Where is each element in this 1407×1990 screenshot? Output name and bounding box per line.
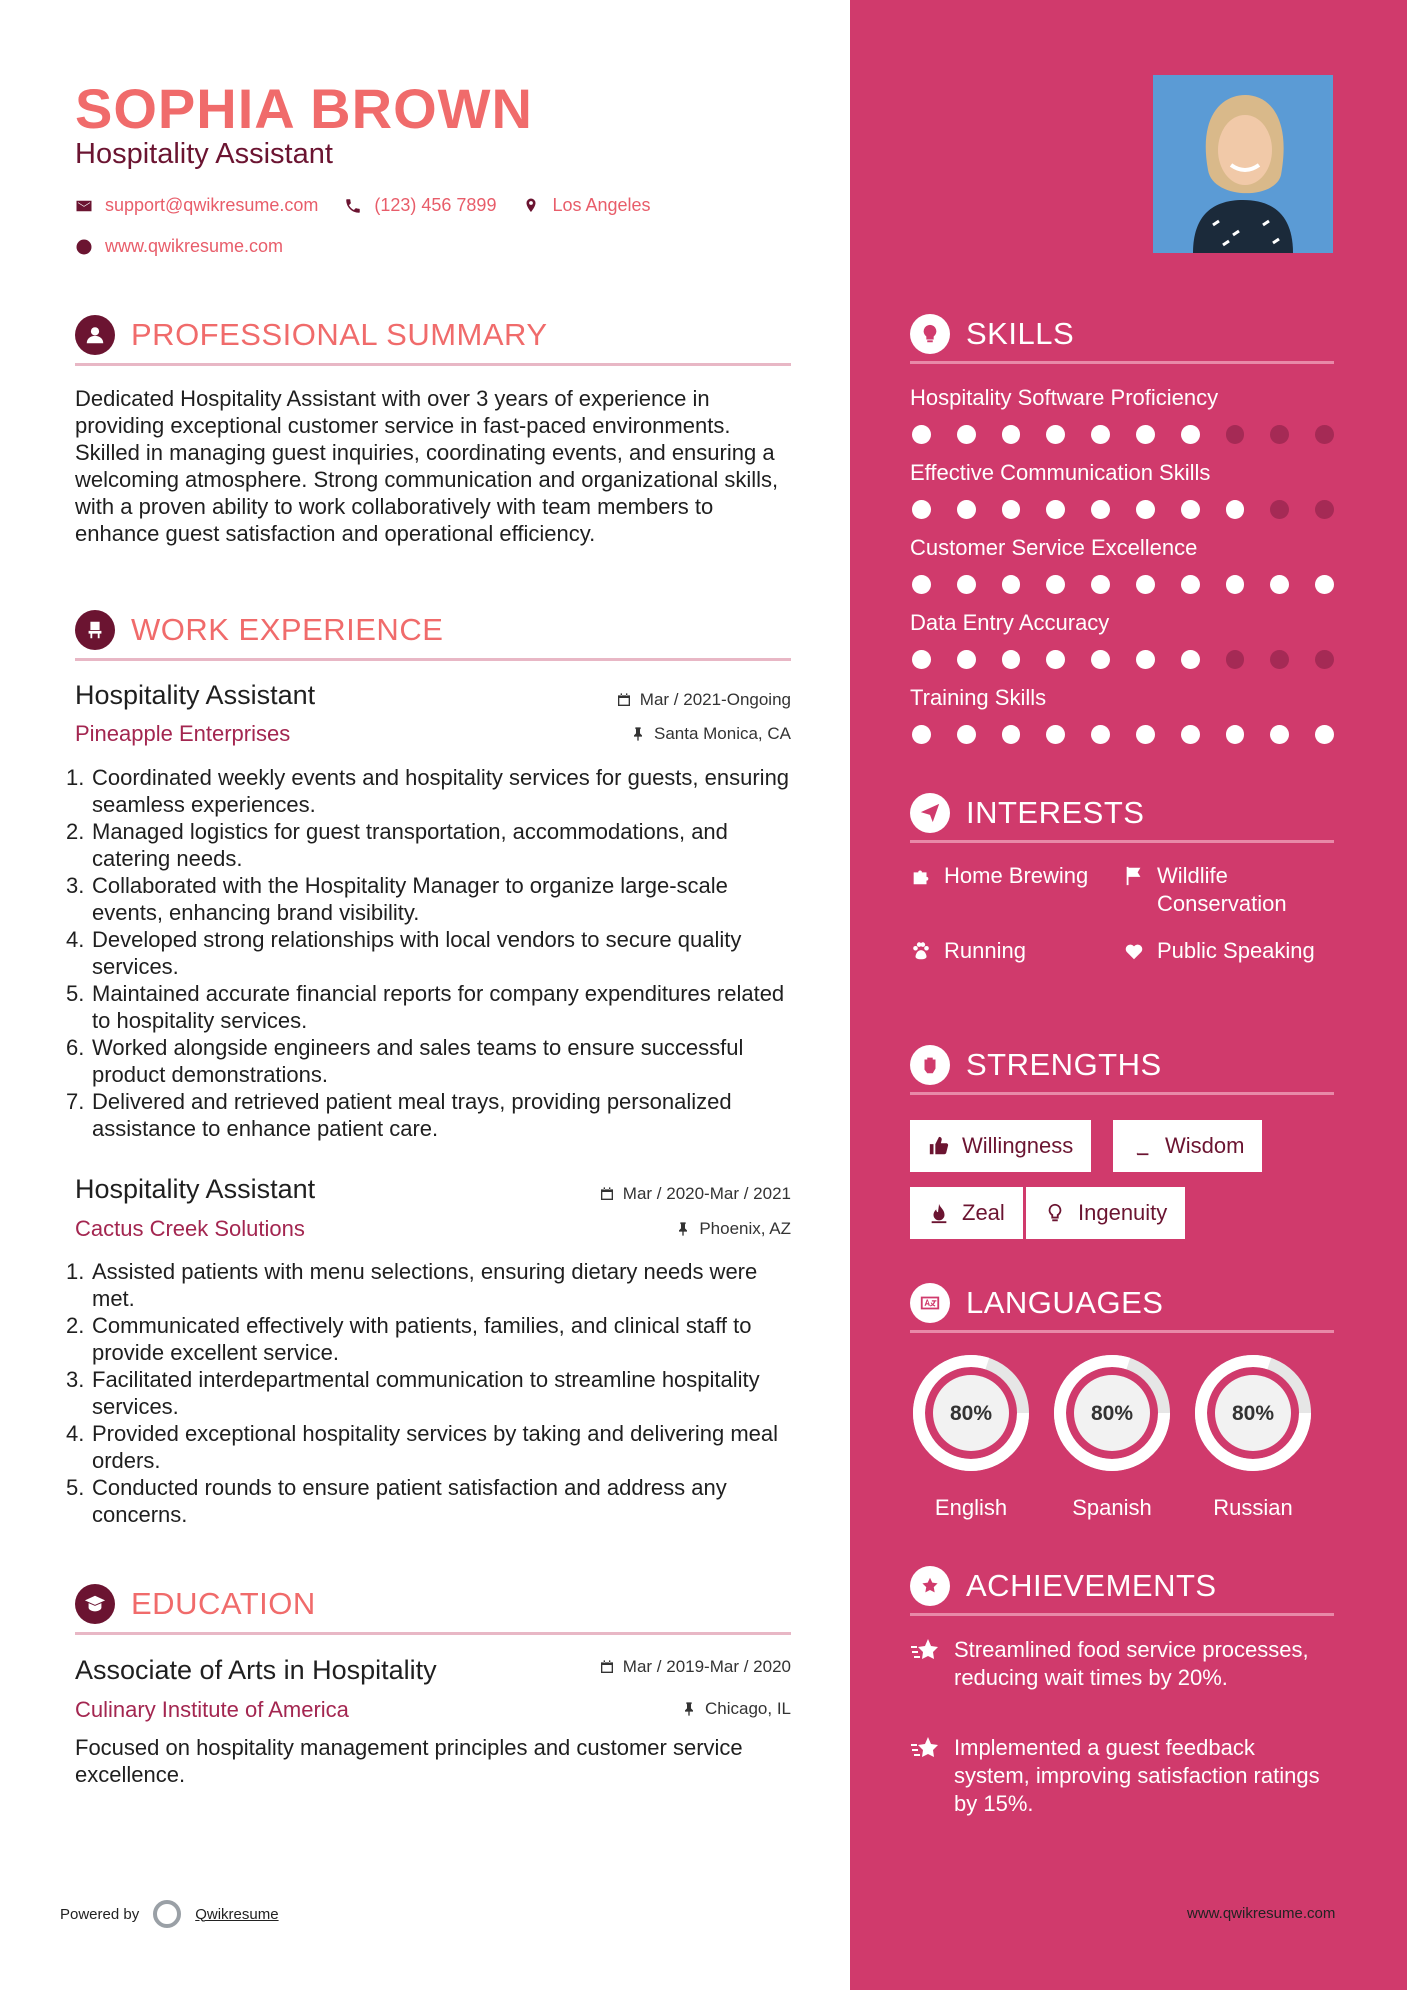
list-item: 1. Coordinated weekly events and hospitality services for guests, ensuring seamless experiences. xyxy=(66,765,790,817)
skill-rating xyxy=(910,725,1334,744)
rating-dot xyxy=(1270,725,1289,744)
language-item xyxy=(1192,1352,1314,1521)
achievement-item: Streamlined food service processes, reducing wait times by 20%. xyxy=(910,1636,1334,1692)
strengths-heading-label: STRENGTHS xyxy=(966,1046,1162,1082)
job-1-company: Pineapple Enterprises xyxy=(75,721,291,746)
job-1-bullets xyxy=(66,764,796,1142)
education-heading-label: EDUCATION xyxy=(131,1585,316,1621)
calendar-icon xyxy=(616,692,632,708)
rating-dot xyxy=(1270,650,1289,669)
star-icon xyxy=(910,1638,940,1664)
star-medal-icon xyxy=(910,1566,950,1606)
website-link[interactable]: www.qwikresume.com xyxy=(105,236,284,256)
rating-dot xyxy=(1270,575,1289,594)
strength-badge: Willingness xyxy=(910,1120,1091,1172)
rating-dot xyxy=(1315,425,1334,444)
rating-dot xyxy=(1315,500,1334,519)
rating-dot xyxy=(1136,500,1155,519)
footer-site-link[interactable]: www.qwikresume.com xyxy=(1187,1905,1336,1922)
skill-name: Customer Service Excellence xyxy=(910,535,1198,560)
flag-icon xyxy=(1123,865,1145,887)
language-item xyxy=(910,1352,1032,1521)
lightbulb-icon xyxy=(1044,1202,1066,1224)
job-2-location xyxy=(675,1219,791,1239)
candidate-title: Hospitality Assistant xyxy=(75,138,333,170)
skill-rating xyxy=(910,575,1334,594)
list-item: 2. Managed logistics for guest transportation, accommodations, and catering needs. xyxy=(66,819,728,871)
rating-dot xyxy=(1091,500,1110,519)
job-1-title: Hospitality Assistant xyxy=(75,680,316,710)
rating-dot xyxy=(1002,725,1021,744)
rating-dot xyxy=(957,650,976,669)
summary-text: Dedicated Hospitality Assistant with over 3 years of experience in providing exceptional customer service in fast-paced environments. Skilled in managing guest inquiries, coordinating events, and ensuring a welcoming atmosphere. Strong communication and organizational skills, with a proven ability to work collaboratively with team members to enhance guest satisfaction and operational efficiency. xyxy=(75,386,779,546)
rating-dot xyxy=(1181,500,1200,519)
rating-dot xyxy=(1226,650,1245,669)
interest-item: Running xyxy=(910,937,1110,965)
rating-dot xyxy=(1315,575,1334,594)
powered-by-label: Powered by xyxy=(60,1905,140,1923)
rating-dot xyxy=(1270,425,1289,444)
pin-icon xyxy=(630,726,646,742)
rating-dot xyxy=(1046,725,1065,744)
rating-dot xyxy=(1226,500,1245,519)
job-2-company: Cactus Creek Solutions xyxy=(75,1216,305,1241)
rating-dot xyxy=(1091,425,1110,444)
rating-dot xyxy=(1091,575,1110,594)
language-percent: 80% xyxy=(949,1402,993,1425)
phone-icon xyxy=(344,197,362,215)
language-name: English xyxy=(934,1495,1008,1520)
rating-dot xyxy=(1226,575,1245,594)
skill-item xyxy=(910,535,1334,594)
qwikresume-logo-icon xyxy=(153,1900,181,1928)
language-icon xyxy=(910,1283,950,1323)
education-text: Focused on hospitality management principles and customer service excellence. xyxy=(75,1735,743,1787)
job-1-location-text: Santa Monica, CA xyxy=(653,724,791,743)
strengths-heading xyxy=(910,1037,1334,1095)
interests-heading xyxy=(910,785,1334,843)
job-2-dates-text: Mar / 2020-Mar / 2021 xyxy=(622,1184,791,1203)
rating-dot xyxy=(1046,425,1065,444)
paper-plane-icon xyxy=(910,793,950,833)
strength-badge: Ingenuity xyxy=(1026,1187,1185,1239)
education-location-text: Chicago, IL xyxy=(705,1699,791,1718)
summary-heading xyxy=(75,306,791,366)
sidebar xyxy=(850,0,1407,1990)
summary-heading-label: PROFESSIONAL SUMMARY xyxy=(131,316,548,352)
rating-dot xyxy=(1181,425,1200,444)
job-1-location xyxy=(630,724,791,744)
list-item: 5. Conducted rounds to ensure patient satisfaction and address any concerns. xyxy=(66,1475,727,1527)
degree-title: Associate of Arts in Hospitality xyxy=(75,1655,437,1685)
fist-icon xyxy=(910,1045,950,1085)
footer-powered-by xyxy=(60,1900,279,1928)
graduation-icon xyxy=(75,1584,115,1624)
rating-dot xyxy=(1181,575,1200,594)
rating-dot xyxy=(1315,650,1334,669)
strength-badge: Wisdom xyxy=(1113,1120,1262,1172)
skill-item xyxy=(910,460,1334,519)
candidate-name: SOPHIA BROWN xyxy=(75,77,533,140)
education-dates-text: Mar / 2019-Mar / 2020 xyxy=(622,1657,791,1676)
phone-text: (123) 456 7899 xyxy=(374,195,497,215)
rating-dot xyxy=(912,725,931,744)
rating-dot xyxy=(1136,425,1155,444)
chair-icon xyxy=(75,610,115,650)
language-ring xyxy=(1051,1352,1173,1474)
rating-dot xyxy=(1181,650,1200,669)
pin-icon xyxy=(681,1701,697,1717)
strength-badge: Zeal xyxy=(910,1187,1023,1239)
list-item: 6. Worked alongside engineers and sales teams to ensure successful product demonstrations. xyxy=(66,1035,744,1087)
list-item: 1. Assisted patients with menu selections, ensuring dietary needs were met. xyxy=(66,1259,758,1311)
rating-dot xyxy=(1226,725,1245,744)
location-text: Los Angeles xyxy=(552,195,651,215)
language-percent: 80% xyxy=(1231,1402,1275,1425)
skills-heading xyxy=(910,306,1334,364)
rating-dot xyxy=(1091,650,1110,669)
flame-icon xyxy=(928,1202,950,1224)
user-icon xyxy=(75,315,115,355)
rating-dot xyxy=(1046,500,1065,519)
skill-rating xyxy=(910,500,1334,519)
contact-row xyxy=(75,195,651,216)
skill-item xyxy=(910,610,1334,669)
language-ring xyxy=(910,1352,1032,1474)
rating-dot xyxy=(957,725,976,744)
interest-item: Home Brewing xyxy=(910,862,1110,890)
achievements-heading-label: ACHIEVEMENTS xyxy=(966,1567,1217,1603)
skill-item xyxy=(910,385,1334,444)
rating-dot xyxy=(1046,575,1065,594)
list-item: 5. Maintained accurate financial reports for company expenditures related to hospitality services. xyxy=(66,981,785,1033)
language-item xyxy=(1051,1352,1173,1521)
experience-heading-label: WORK EXPERIENCE xyxy=(131,611,444,647)
lightbulb-icon xyxy=(910,314,950,354)
education-location xyxy=(681,1699,791,1719)
skill-name: Hospitality Software Proficiency xyxy=(910,385,1219,410)
list-item: 4. Developed strong relationships with local vendors to secure quality services. xyxy=(66,927,742,979)
rating-dot xyxy=(912,425,931,444)
puzzle-icon xyxy=(910,865,932,887)
job-1-dates xyxy=(616,690,791,710)
thumbs-up-icon xyxy=(928,1135,950,1157)
email-link[interactable]: support@qwikresume.com xyxy=(105,195,319,215)
list-item: 2. Communicated effectively with patients, families, and clinical staff to provide excellent service. xyxy=(66,1313,752,1365)
pin-icon xyxy=(675,1221,691,1237)
language-name: Spanish xyxy=(1072,1495,1152,1520)
list-item: 7. Delivered and retrieved patient meal trays, providing personalized assistance to enhance patient care. xyxy=(66,1089,732,1141)
globe-icon xyxy=(75,238,93,256)
rating-dot xyxy=(1136,650,1155,669)
achievement-item: Implemented a guest feedback system, improving satisfaction ratings by 15%. xyxy=(910,1734,1334,1818)
list-item: 3. Collaborated with the Hospitality Manager to organize large-scale events, enhancing brand visibility. xyxy=(66,873,728,925)
job-2-bullets xyxy=(66,1258,796,1528)
school-name: Culinary Institute of America xyxy=(75,1697,349,1722)
achievements-heading xyxy=(910,1558,1334,1616)
website-row xyxy=(75,236,283,257)
skill-item xyxy=(910,685,1334,744)
rating-dot xyxy=(1002,650,1021,669)
rating-dot xyxy=(912,500,931,519)
job-2-title: Hospitality Assistant xyxy=(75,1174,316,1204)
skill-name: Data Entry Accuracy xyxy=(910,610,1110,635)
list-item: 3. Facilitated interdepartmental communication to streamline hospitality services. xyxy=(66,1367,760,1419)
education-dates xyxy=(599,1657,791,1677)
skill-rating xyxy=(910,425,1334,444)
languages-heading xyxy=(910,1275,1334,1333)
skill-name: Effective Communication Skills xyxy=(910,460,1211,485)
list-item: 4. Provided exceptional hospitality services by taking and delivering meal orders. xyxy=(66,1421,779,1473)
star-icon xyxy=(910,1736,940,1762)
rating-dot xyxy=(1136,725,1155,744)
rating-dot xyxy=(1226,425,1245,444)
skill-rating xyxy=(910,650,1334,669)
qwikresume-link[interactable]: Qwikresume xyxy=(195,1905,279,1923)
interest-item: Public Speaking xyxy=(1123,937,1323,965)
rating-dot xyxy=(912,575,931,594)
rating-dot xyxy=(1002,425,1021,444)
job-2-dates xyxy=(599,1184,791,1204)
calendar-icon xyxy=(599,1186,615,1202)
language-ring xyxy=(1192,1352,1314,1474)
book-icon xyxy=(1131,1135,1153,1157)
rating-dot xyxy=(1002,500,1021,519)
envelope-icon xyxy=(75,197,93,215)
skills-heading-label: SKILLS xyxy=(966,315,1075,351)
skill-name: Training Skills xyxy=(910,685,1047,710)
rating-dot xyxy=(957,575,976,594)
experience-heading xyxy=(75,601,791,661)
calendar-icon xyxy=(599,1659,615,1675)
rating-dot xyxy=(1091,725,1110,744)
rating-dot xyxy=(1136,575,1155,594)
interests-heading-label: INTERESTS xyxy=(966,794,1145,830)
profile-photo xyxy=(1153,75,1333,253)
language-name: Russian xyxy=(1213,1495,1293,1520)
rating-dot xyxy=(957,500,976,519)
language-percent: 80% xyxy=(1090,1402,1134,1425)
job-2-location-text: Phoenix, AZ xyxy=(699,1219,791,1238)
rating-dot xyxy=(1181,725,1200,744)
rating-dot xyxy=(957,425,976,444)
rating-dot xyxy=(912,650,931,669)
heartbeat-icon xyxy=(1123,940,1145,962)
interest-item: Wildlife Conservation xyxy=(1123,862,1323,918)
rating-dot xyxy=(1270,500,1289,519)
rating-dot xyxy=(1315,725,1334,744)
rating-dot xyxy=(1002,575,1021,594)
map-pin-icon xyxy=(522,197,540,215)
paw-icon xyxy=(910,940,932,962)
education-heading xyxy=(75,1575,791,1635)
languages-heading-label: LANGUAGES xyxy=(966,1284,1164,1320)
rating-dot xyxy=(1046,650,1065,669)
job-1-dates-text: Mar / 2021-Ongoing xyxy=(639,690,791,709)
